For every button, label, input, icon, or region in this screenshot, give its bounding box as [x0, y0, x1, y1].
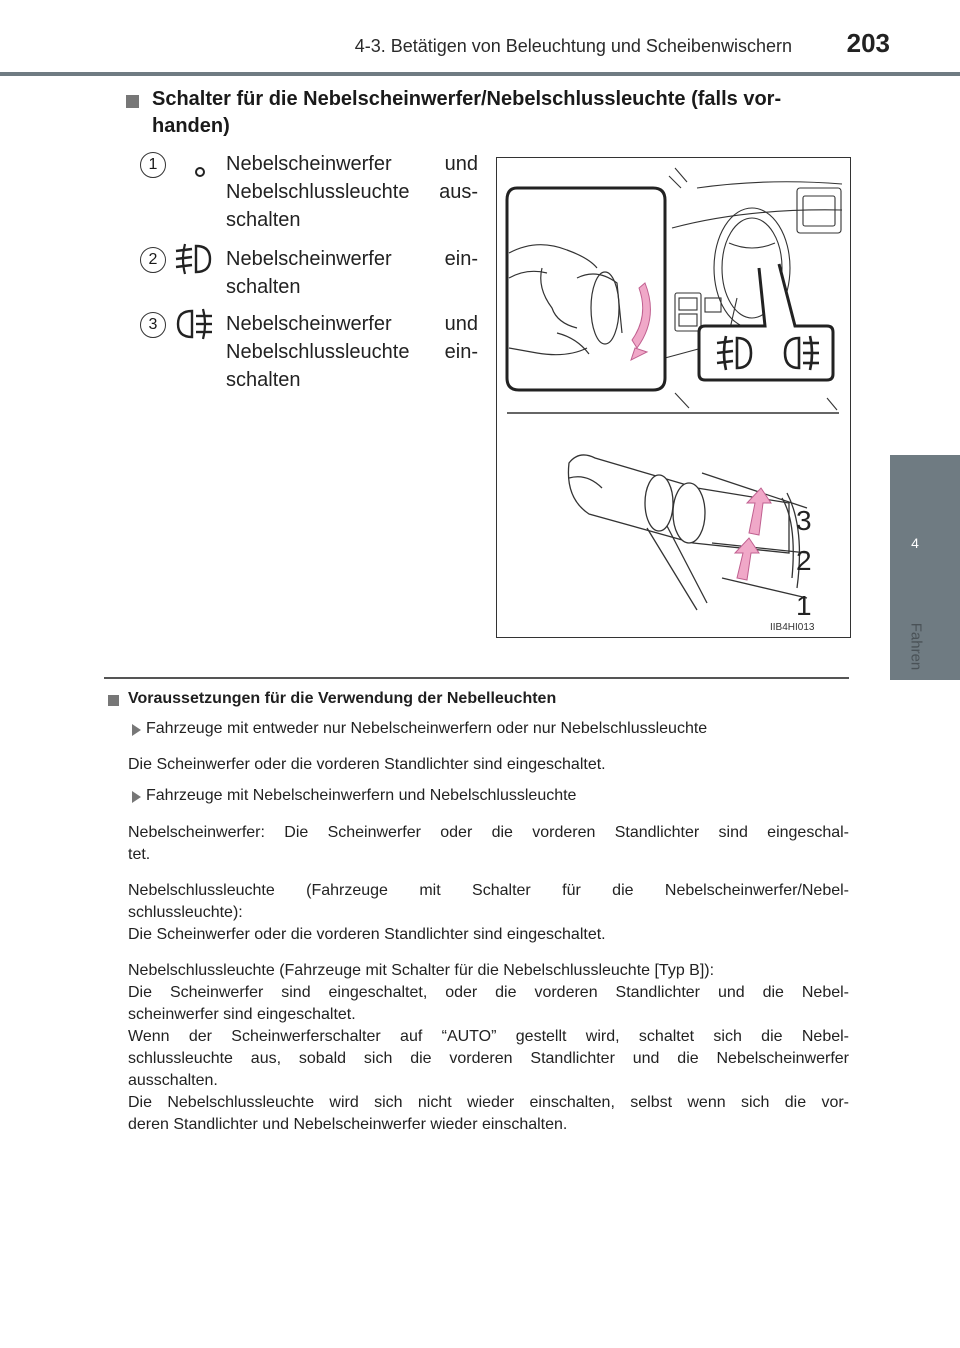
bullet-item-1: Fahrzeuge mit entweder nur Nebelscheinwerfern oder nur Nebelschlussleuchte: [146, 720, 708, 737]
section-title-line1: Schalter für die Nebelscheinwerfer/Nebelschlussleuchte (falls vor-: [152, 88, 782, 110]
off-symbol-icon: [190, 158, 210, 182]
paragraph-1: Die Scheinwerfer oder die vorderen Standlichter sind eingeschaltet.: [128, 756, 606, 773]
figure-callout-3: 3: [796, 505, 812, 536]
legend-desc-1: Nebelscheinwerfer und Nebelschlussleuchte aus- schalten: [226, 153, 478, 231]
bullet-triangle-icon: [132, 791, 141, 803]
legend-number-3: 3: [140, 312, 166, 338]
paragraph-2: Nebelscheinwerfer: Die Scheinwerfer oder die vorderen Standlichter sind eingeschal- tet.: [128, 824, 849, 863]
figure-caption: IIB4HI013: [770, 622, 815, 633]
chapter-tab-label: Fahren: [907, 622, 925, 671]
chapter-tab: [890, 455, 960, 680]
figure-callout-2: 2: [796, 545, 812, 576]
rear-fog-light-icon: [174, 307, 214, 341]
figure-callout-1: 1: [796, 590, 812, 621]
chapter-tab-number: 4: [911, 535, 919, 551]
bullet-triangle-icon: [132, 724, 141, 736]
legend-number-1: 1: [140, 152, 166, 178]
page-number: 203: [846, 28, 890, 58]
paragraph-4: Nebelschlussleuchte (Fahrzeuge mit Schalter für die Nebelschlussleuchte [Typ B]): Die Scheinwerfer sind eingeschaltet, oder die vorderen Standlichter und die Nebel- scheinwerfer sind eingeschaltet. Wenn der Scheinwerferschalter auf “AUTO” gestellt wird, schaltet sich die Nebel- schlussleuchte aus, sobald sich die vorderen Standlichter und die Nebelscheinwerfer ausschalten. Die Nebelschlussleuchte wird sich nicht wieder einschalten, selbst wenn sich die vor- deren Standlichter und Nebelscheinwerfer wieder einschalten.: [128, 962, 849, 1133]
bullet-item-2: Fahrzeuge mit Nebelscheinwerfern und Nebelschlussleuchte: [146, 787, 577, 804]
chapter-title: 4-3. Betätigen von Beleuchtung und Scheibenwischern: [354, 36, 792, 56]
legend-number-2: 2: [140, 247, 166, 273]
section-divider: [104, 677, 849, 679]
legend-desc-2: Nebelscheinwerfer ein- schalten: [226, 248, 478, 298]
header-rule: [0, 72, 960, 76]
legend-desc-3: Nebelscheinwerfer und Nebelschlussleuchte ein- schalten: [226, 313, 478, 391]
front-fog-light-icon: [174, 242, 214, 276]
paragraph-3: Nebelschlussleuchte (Fahrzeuge mit Schalter für die Nebelscheinwerfer/Nebel- schlussleuchte): Die Scheinwerfer oder die vorderen Standlichter sind eingeschaltet.: [128, 882, 849, 943]
heading-square-icon: [126, 95, 139, 108]
subheading-square-icon: [108, 695, 119, 706]
section-title-line2: handen): [152, 115, 230, 137]
conditions-heading: Voraussetzungen für die Verwendung der Nebelleuchten: [128, 690, 557, 707]
